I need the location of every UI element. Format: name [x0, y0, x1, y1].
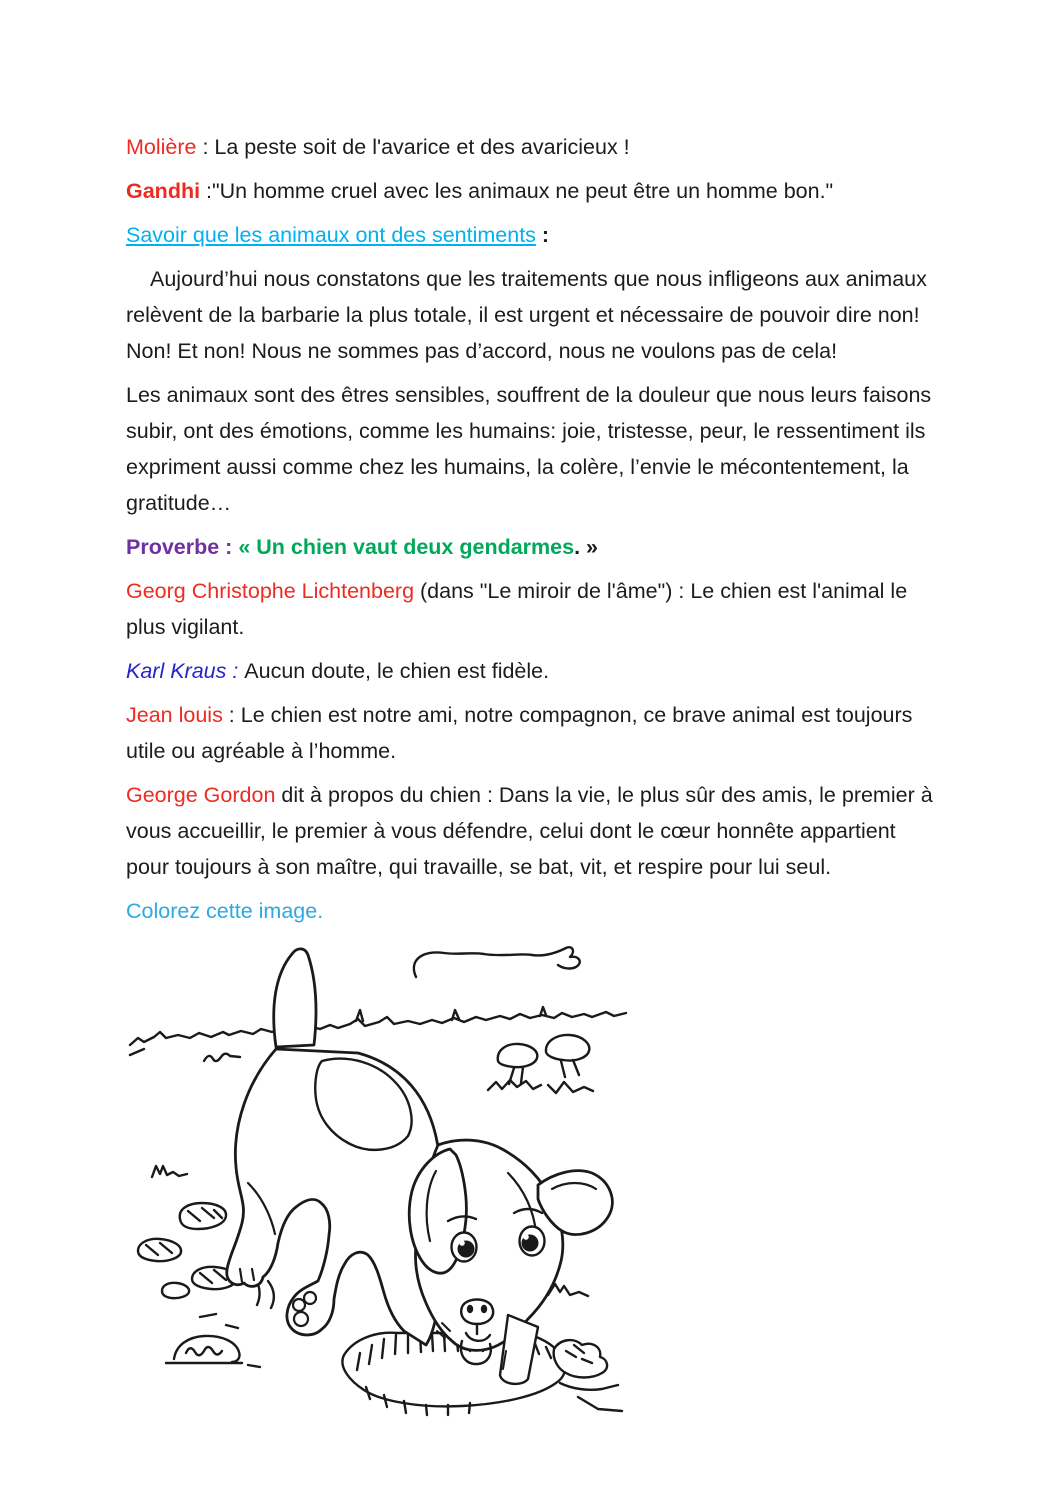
proverb-line: [126, 529, 944, 565]
quote-lichtenberg: [126, 573, 944, 645]
sentiments-link-line: [126, 217, 944, 253]
proverb-quote: « Un chien vaut deux gendarmes: [238, 535, 575, 559]
author-jean-louis: Jean louis: [126, 703, 223, 727]
quote-karl-kraus-text: Aucun doute, le chien est fidèle.: [244, 659, 550, 683]
puppy-coloring-image: [128, 937, 630, 1425]
quote-moliere: [126, 129, 944, 165]
quote-jean-louis: [126, 697, 944, 769]
author-moliere: Molière: [126, 135, 197, 159]
author-lichtenberg: Georg Christophe Lichtenberg: [126, 579, 415, 603]
quote-george-gordon: [126, 777, 944, 885]
author-gandhi: Gandhi: [126, 179, 201, 203]
sentiments-link-colon: :: [535, 223, 550, 247]
quote-lichtenberg-text: (dans "Le miroir de l'âme") : Le chien est l'animal le plus vigilant.: [126, 579, 908, 639]
cloud-outline: [414, 947, 580, 977]
mushrooms: [488, 1035, 593, 1093]
proverb-end: . »: [574, 535, 598, 559]
quote-jean-louis-text: : Le chien est notre ami, notre compagnon, ce brave animal est toujours utile ou agréable à l’homme.: [126, 703, 913, 763]
quote-gandhi: [126, 173, 944, 209]
puppy: [227, 949, 613, 1384]
meadow-horizon: [130, 1007, 626, 1055]
quote-gandhi-text: :"Un homme cruel avec les animaux ne peut être un homme bon.": [200, 179, 834, 203]
quote-george-gordon-text: dit à propos du chien : Dans la vie, le plus sûr des amis, le premier à vous accueillir, le premier à vous défendre, celui dont le cœur honnête appartient pour toujours à son maître, qui travaille, se bat, vit, et respire pour lui seul.: [126, 783, 933, 879]
paragraph-sensibles: Les animaux sont des êtres sensibles, souffrent de la douleur que nous leurs faisons subir, ont des émotions, comme les humains: joie, tristesse, peur, le ressentiment ils expriment aussi comme chez les humains, la colère, l’envie le mécontentement, la gratitude…: [126, 383, 932, 515]
paragraph-traitements: Aujourd’hui nous constatons que les traitements que nous infligeons aux animaux relèvent de la barbarie la plus totale, il est urgent et nécessaire de pouvoir dire non! Non! Et non! Nous ne sommes pas d’accord, nous ne voulons pas de cela!: [126, 267, 927, 363]
author-karl-kraus: Karl Kraus :: [126, 659, 245, 683]
quote-karl-kraus: [126, 653, 944, 689]
coloring-caption: Colorez cette image.: [126, 899, 324, 923]
quote-moliere-text: : La peste soit de l'avarice et des avaricieux !: [196, 135, 630, 159]
proverb-label: Proverbe :: [126, 535, 239, 559]
sentiments-link[interactable]: Savoir que les animaux ont des sentiments: [126, 223, 536, 247]
author-george-gordon: George Gordon: [126, 783, 276, 807]
